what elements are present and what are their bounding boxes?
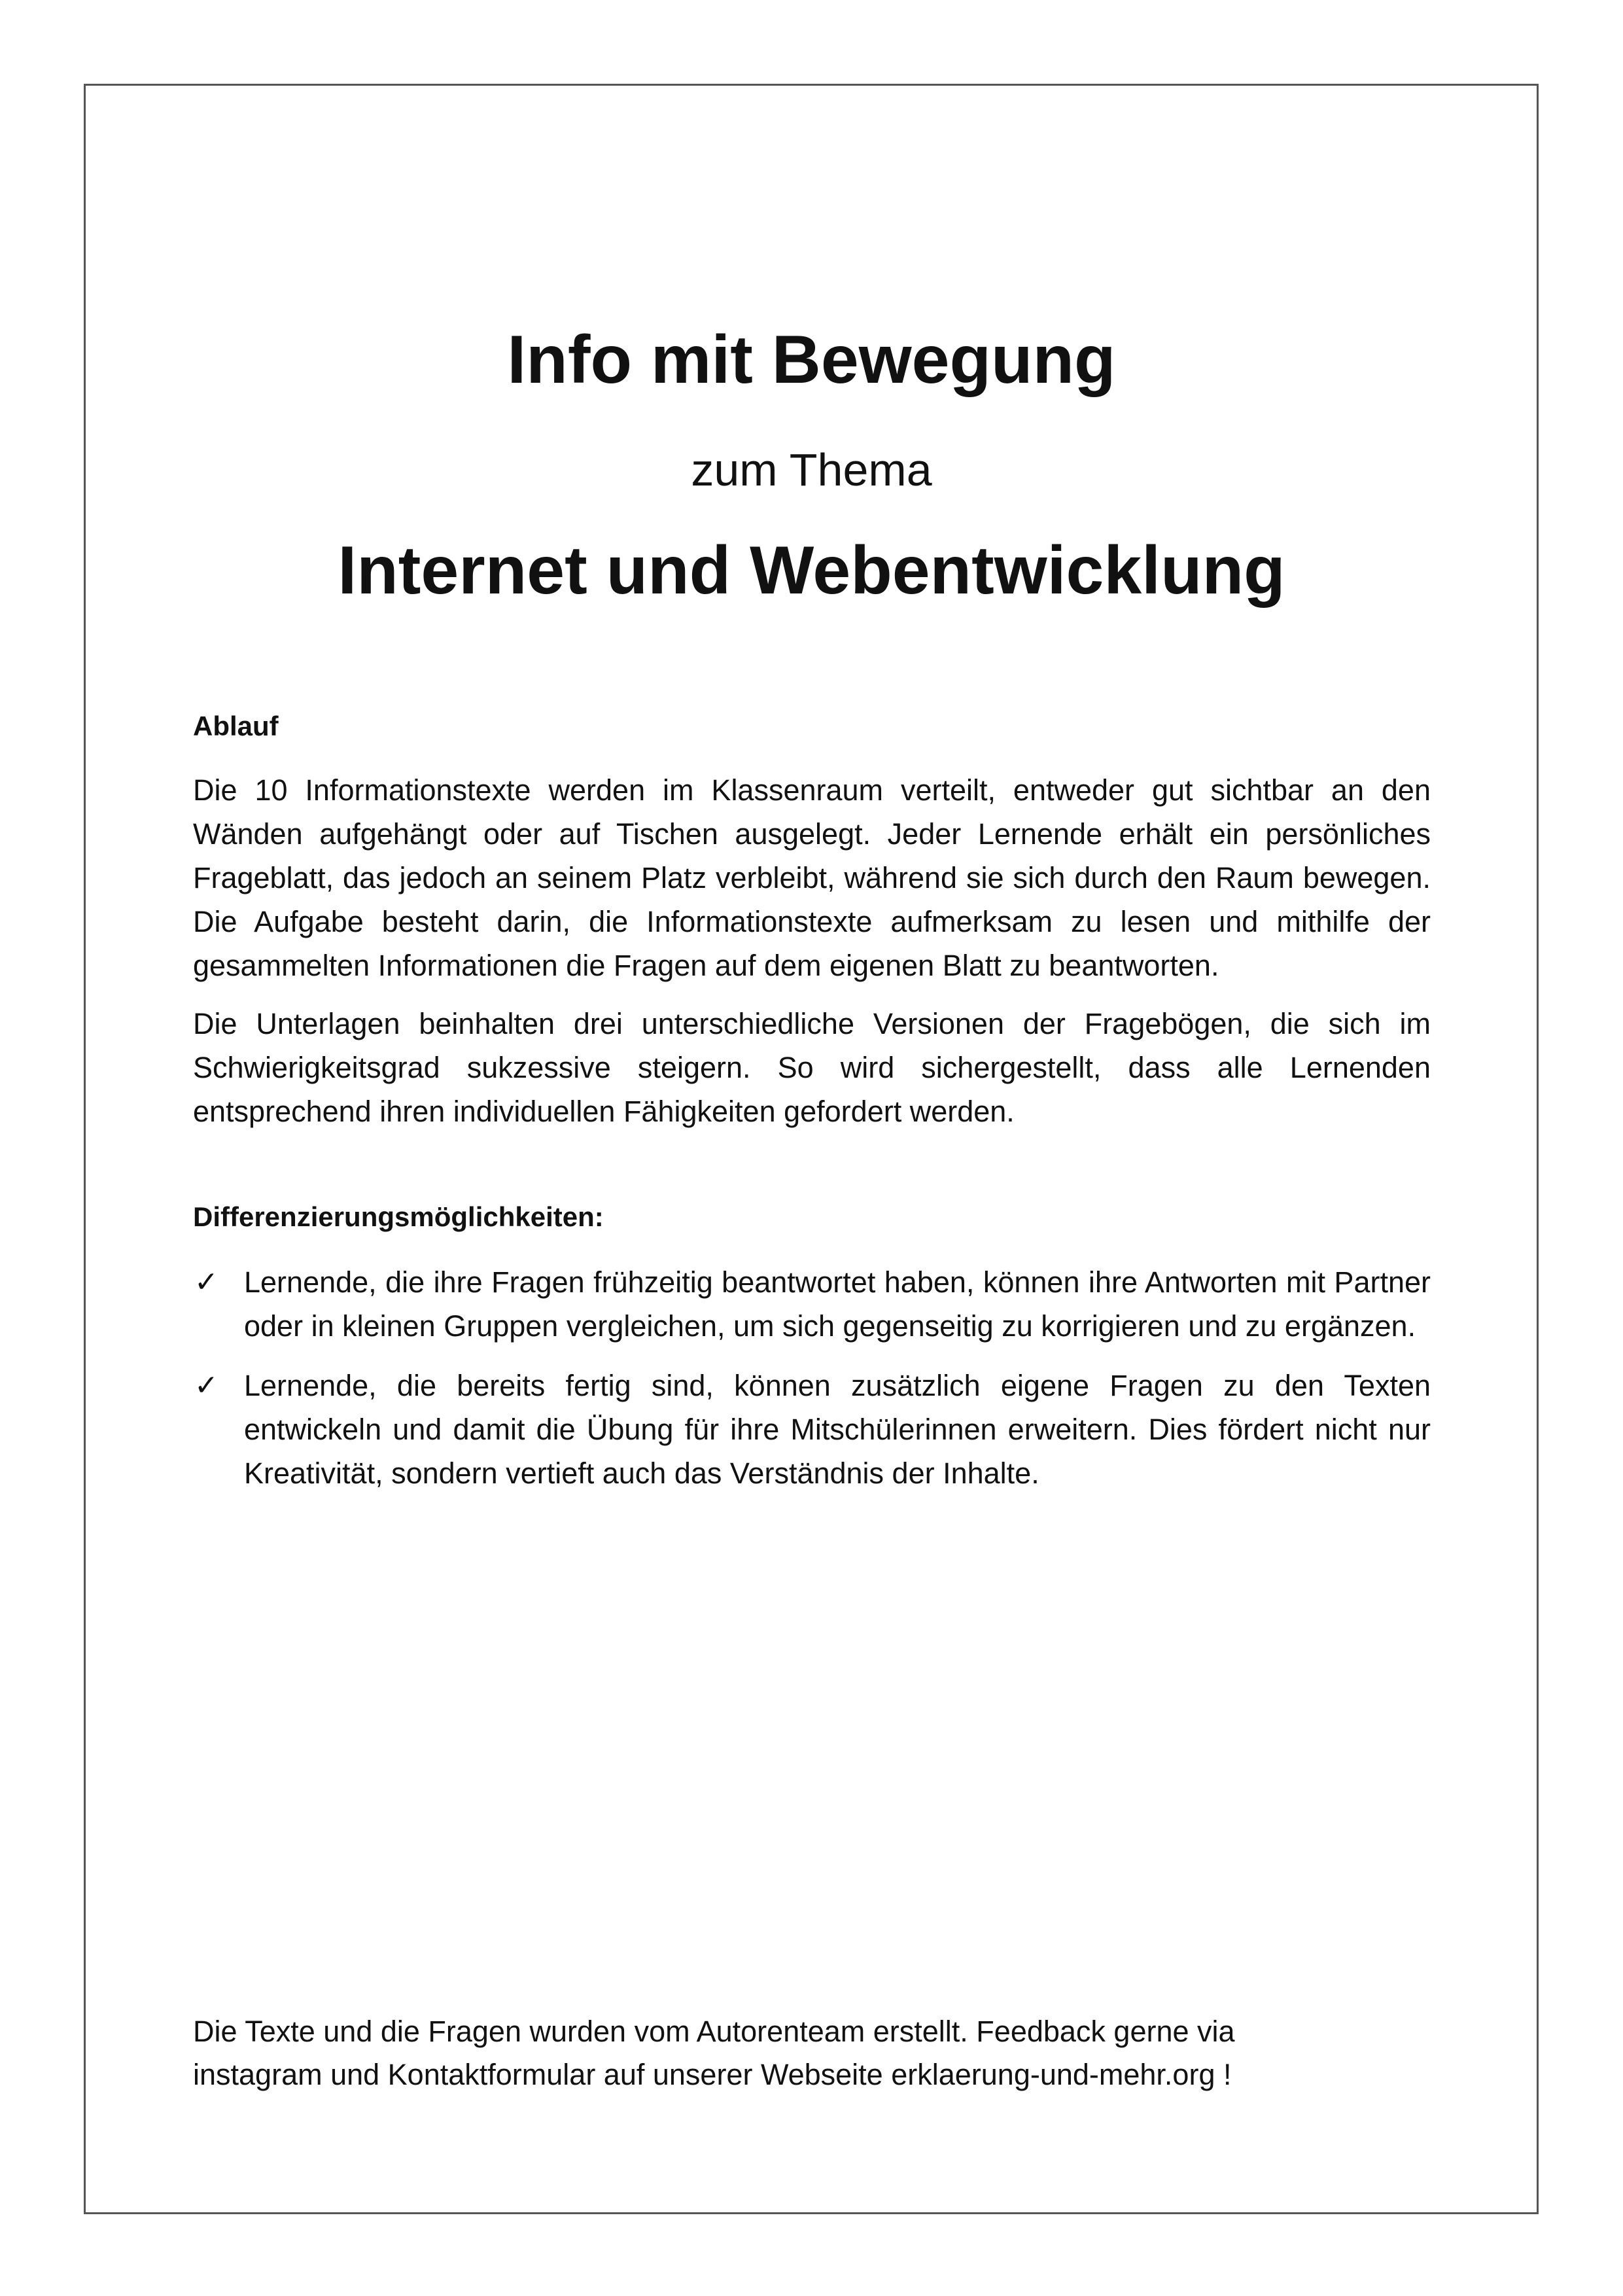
list-item-text: Lernende, die ihre Fragen frühzeitig beantwortet haben, können ihre Antworten mit Partner oder in kleinen Gruppen vergleichen, um sich gegenseitig zu korrigieren und zu ergänzen. [244,1265,1431,1343]
differenzierung-section [193,1197,1431,1495]
ablauf-paragraph: Die 10 Informationstexte werden im Klassenraum verteilt, entweder gut sichtbar an den Wänden aufgehängt oder auf Tischen ausgelegt. Jeder Lernende erhält ein persönliches Frageblatt, das jedoch an seinem Platz verbleibt, während sie sich durch den Raum bewegen. Die Aufgabe besteht darin, die Informationstexte aufmerksam zu lesen und mithilfe der gesammelten Informationen die Fragen auf dem eigenen Blatt zu beantworten. [193,773,1431,982]
page-frame [84,84,1539,2214]
ablauf-paragraph: Die Unterlagen beinhalten drei unterschiedliche Versionen der Fragebögen, die sich im Schwierigkeitsgrad sukzessive steigern. So wird sichergestellt, dass alle Lernenden entsprechend ihren individuellen Fähigkeiten gefordert werden. [193,1007,1431,1128]
differenzierung-list [193,1260,1431,1495]
list-item [193,1364,1431,1495]
ablauf-section [193,707,1431,1133]
footer-line: instagram und Kontaktformular auf unserer Webseite erklaerung-und-mehr.org ! [193,2058,1232,2091]
differenzierung-heading: Differenzierungsmöglichkeiten: [193,1201,604,1232]
list-item [193,1260,1431,1348]
ablauf-heading: Ablauf [193,711,279,741]
page-topic: Internet und Webentwicklung [338,533,1285,609]
page-title: Info mit Bewegung [507,322,1116,398]
footer-note [193,2010,1431,2096]
list-item-text: Lernende, die bereits fertig sind, können zusätzlich eigene Fragen zu den Texten entwickeln und damit die Übung für ihre Mitschülerinnen erweitern. Dies fördert nicht nur Kreativität, sondern vertieft auch das Verständnis der Inhalte. [244,1369,1431,1490]
checkmark-icon: ✓ [194,1369,218,1402]
page-subtitle: zum Thema [691,444,932,495]
footer-line: Die Texte und die Fragen wurden vom Autorenteam erstellt. Feedback gerne via [193,2015,1235,2048]
checkmark-icon: ✓ [194,1265,218,1299]
